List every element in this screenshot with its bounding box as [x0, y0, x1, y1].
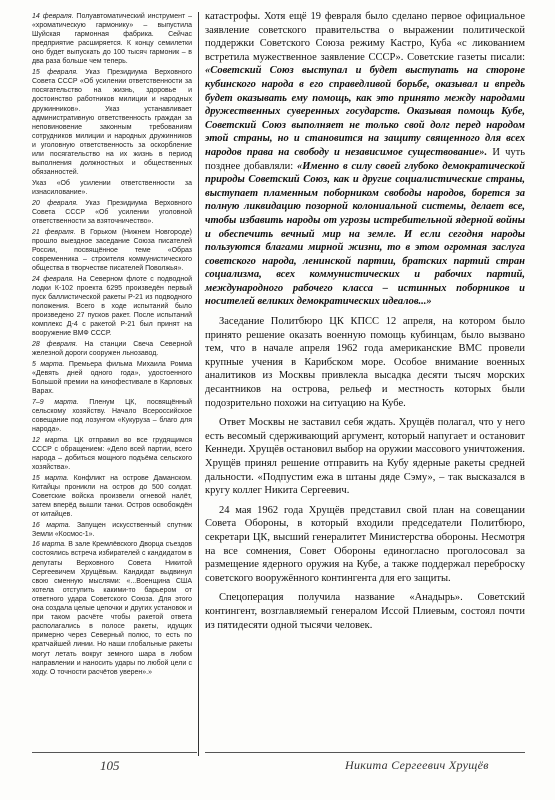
entry-date: 15 марта.	[32, 474, 69, 482]
p1-tail: И чуть позднее добавляли:	[205, 146, 525, 172]
chronology-entry	[32, 228, 192, 273]
p1-text: катастрофы. Хотя ещё 19 февраля было сделано первое официальное заявление советского правительства о выражении политической поддержки Советского Союза режиму Кастро, Куба «с ликованием встретила мужественное заявление СССР». Советские газеты писали:	[205, 11, 525, 63]
entry-text: Пленум ЦК, посвящённый сельскому хозяйству. Начало Всероссийское совещание под лозунгом «Кукуруза – благо для народа».	[32, 398, 192, 433]
chronology-entry	[32, 275, 192, 339]
running-footer-signature: Никита Сергеевич Хрущёв	[345, 758, 489, 772]
chronology-entry	[32, 199, 192, 226]
paragraph-1	[205, 10, 525, 309]
p1-quote2: «Именно в силу своей глубоко демократической природы Советский Союз, как и другие социалистические страны, выступает пламенным поборником свободы народов, борется за полную ликвидацию позорной колониальной системы, делает все, чтобы избавить народы от угрозы истребительной ядерной войны и обеспечить вечный мир на земле. И если сегодня народы пользуются благами мирной жизни, то в этом огромная заслуга советского народа, ленинской партии, братских партий стран социализма, всех коммунистических и рабочих партий, международного рабочего класса – истинных поборников и носителей великих демократических идеалов...»	[205, 160, 525, 308]
entry-text: Указ Президиума Верховного Совета СССР «Об усилении уголовной ответственности за взяточничество».	[32, 199, 192, 225]
entry-text: В зале Кремлёвского Дворца съездов состоялись встреча избирателей с кандидатом в депутаты Верховного Совета Никитой Сергеевичем Хрущёвым. Кандидат выдвинул свою сменную мыслями: «...Военщина США хотела отступить какими-то барьером от ответного удара Советского Союза. Для этого она создала целые цепочки и других установок и при таком расчёте чтобы ракетой ответа располагались в полосе ракеты, идущих примерно через Северный полюс, то есть по кратчайшей линии. Но наши глобальные ракеты могут летать вокруг земного шара в любом направлении и наносить удары по любой цели с ходу. О точности расчётов уверен».»	[32, 541, 193, 676]
chronology-entry	[32, 12, 192, 67]
paragraph-5: Спецоперация получила название «Анадырь». Советский контингент, возглавляемый генералом Иссой Плиевым, состоял почти из пятидесяти одной тысячи человек.	[205, 592, 525, 631]
chronology-column	[32, 12, 192, 750]
entry-date: 16 марта.	[32, 541, 67, 549]
entry-text: ЦК отправил во все грудящимся СССР с обращением: «Дело всей партии, всего народа – добиться мощного подъёма сельского хозяйства».	[32, 436, 192, 471]
footer-rule-left	[32, 752, 197, 753]
entry-date: 28 февраля.	[32, 340, 78, 348]
column-divider	[198, 12, 199, 756]
entry-text: На Северном флоте с подводной лодки К-102 проекта 6295 произведён первый пуск баллистической ракеты Р-21 из подводного положения. Всего в ходе испытаний было произведено 27 пусков ракет. После испытаний комплекс Д-4 с ракетой Р-21 был принят на вооружение ВМФ СССР.	[32, 275, 192, 338]
entry-date: 7–9 марта.	[32, 398, 79, 406]
paragraph-4: 24 мая 1962 года Хрущёв представил свой план на совещании Совета Обороны, в который входили председатели Политбюро, секретари ЦК, высший генералитет Министерства обороны. Несмотря на все сомнения, Совет Обороны единогласно проголосовал за размещение ядерного оружия на Кубе, а также поддержал переброску советского вооружённого контингента для его защиты.	[205, 504, 525, 584]
entry-date: 12 марта.	[32, 436, 70, 444]
main-text-column	[205, 10, 525, 631]
chronology-entry	[32, 540, 192, 676]
entry-date: 14 февраля.	[32, 13, 74, 20]
chronology-entry	[32, 179, 192, 197]
entry-date: 5 марта.	[32, 360, 65, 368]
entry-date: 16 марта.	[32, 521, 71, 529]
entry-text: Премьера фильма Михаила Ромма «Девять дней одного года», удостоенного Большой премии на кинофестивале в Карловых Варах.	[32, 360, 192, 395]
entry-date: 21 февраля.	[32, 228, 76, 236]
chronology-entry	[32, 68, 192, 177]
chronology-entry	[32, 436, 192, 472]
entry-date: 15 февраля.	[32, 69, 79, 77]
entry-text: В Горьком (Нижнем Новгороде) прошло выездное заседание Союза писателей России, посвящённое теме «Образ современника – строителя коммунистического общества в творчестве писателей Поволжья».	[32, 228, 192, 272]
p1-quote: «Советский Союз выступал и будет выступать на стороне кубинского народа в его справедливой борьбе, оказывал и впредь будет оказывать ему помощь, как это принято между народами дружественных суверенных государств. Оказывая помощь Кубе, Советский Союз выполняет не только свой долг перед народом этой страны, но и становится на защиту священного для всех народов права на свободу и независимое существование».	[205, 65, 525, 158]
entry-text: Запущен искусственный спутник Земли «Космос-1».	[32, 521, 192, 538]
entry-text: На станции Свеча Северной железной дороги сооружен льнозавод.	[32, 340, 193, 357]
entry-text: Конфликт на острове Даманском. Китайцы проникли на остров до 500 солдат. Советские войска произвели огневой налёт, затем вперёд вышли танки. Остров освобождён от китайцев.	[32, 474, 192, 518]
chronology-entry	[32, 360, 192, 396]
entry-date: 20 февраля.	[32, 199, 79, 207]
chronology-entry	[32, 521, 192, 539]
entry-text: Указ «Об усилении ответственности за изнасилование».	[32, 179, 192, 196]
page-number: 105	[100, 758, 120, 773]
chronology-entry	[32, 398, 192, 434]
chronology-entry	[32, 474, 192, 519]
paragraph-2: Заседание Политбюро ЦК КПСС 12 апреля, на котором было принято решение оказать военную помощь кубинцам, было вызвано тем, что в начале апреля 1962 года американские ВМС провели крупные учения в Карибском море. Особое внимание военных аналитиков из Москвы привлекла высадка десяти тысяч морских десантников на острова, рельеф и местность которых были подозрительно похожи на ситуацию на Кубе.	[205, 316, 525, 409]
footer-rule-right	[205, 752, 525, 753]
entry-text: Полуавтоматический инструмент – «хроматическую гармонику» – выпустила Шуйская гармонная фабрика. Сейчас предприятие расширяется. К концу семилетки оно будет выпускать до 100 тысяч гармоник – в два раза больше чем теперь.	[32, 13, 192, 66]
chronology-entry	[32, 340, 192, 358]
paragraph-3: Ответ Москвы не заставил себя ждать. Хрущёв полагал, что у него есть весомый сдерживающий аргумент, который напугает и остановит Кеннеди. Хрущёв остановил выбор на оружии массового уничтожения. Хрущёв принял решение отправить на Кубу ядерные ракеты средней дальности. «Подпустим ежа в штаны дяде Сэму», – так высказался в кругу коллег Никита Сергеевич.	[205, 417, 525, 497]
entry-text: Указ Президиума Верховного Совета СССР «Об усилении ответственности за посягательство на жизнь, здоровье и достоинство работников милиции и народных дружинников». Указ устанавливает административную ответственность граждан за неповиновение законным требованиям сотрудников милиции и народных дружинников и уголовную ответственность за оскорбление или посягательство на их жизнь в период выполнения должностных и общественных обязанностей.	[32, 69, 192, 177]
entry-date: 24 февраля.	[32, 275, 75, 283]
